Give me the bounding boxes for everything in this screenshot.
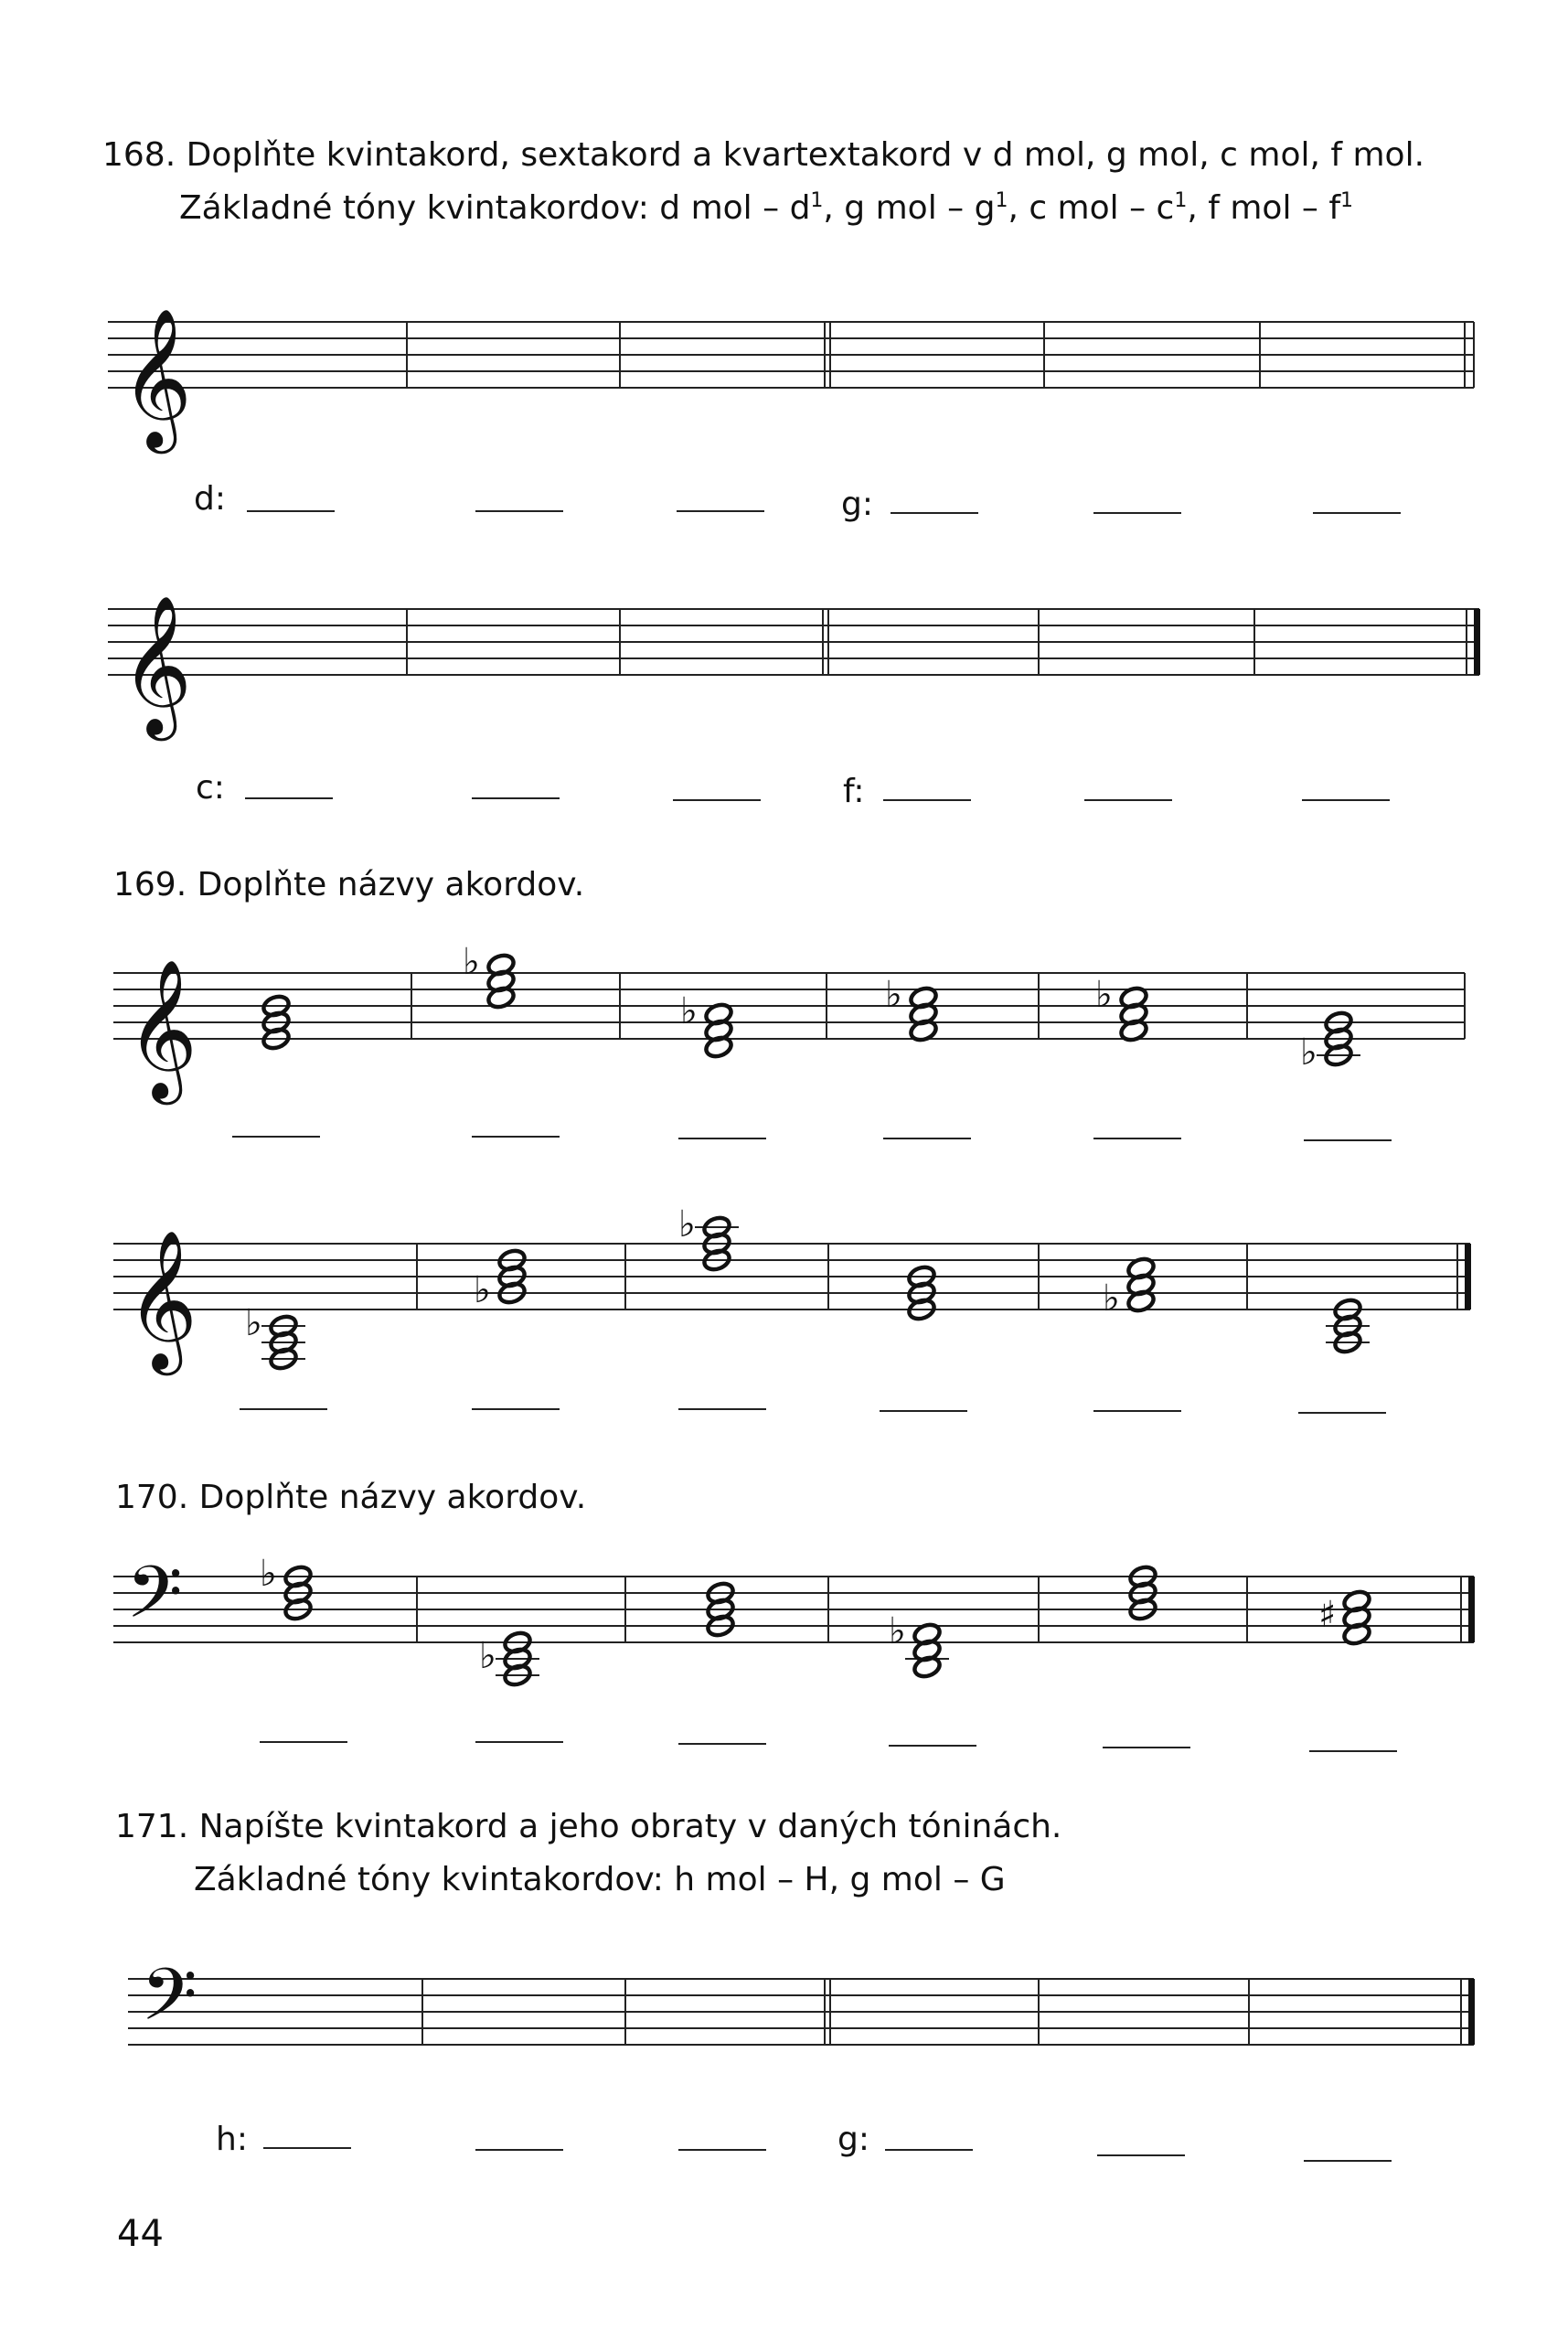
chord: [1326, 1297, 1370, 1354]
treble-clef-icon: 𝄞: [126, 958, 198, 1099]
treble-clef-icon: 𝄞: [121, 594, 193, 735]
flat-icon: ♭: [474, 1269, 491, 1311]
flat-icon: ♭: [463, 941, 480, 983]
staff: [108, 322, 1474, 388]
exercise-169-title: 169. Doplňte názvy akordov.: [113, 866, 585, 903]
exercise-168-subtitle: Základné tóny kvintakordov: d mol – $d^1$, g mol – $g^1$, c mol – $c^1$, f mol – $f^1$: [179, 189, 1354, 227]
flat-icon: ♭: [245, 1302, 262, 1344]
exercise-168-title: 168. Doplňte kvintakord, sextakord a kvartextakord v d mol, g mol, c mol, f mol.: [102, 136, 1425, 174]
chord: [1318, 1588, 1371, 1646]
final-barline: [1468, 1577, 1475, 1642]
final-barline: [1474, 609, 1480, 675]
chord: [680, 990, 733, 1060]
key-label-f: f:: [843, 773, 865, 810]
flat-icon: ♭: [1095, 974, 1113, 1016]
staff: [128, 1979, 1475, 2045]
flat-icon: ♭: [678, 1203, 696, 1245]
chord: [463, 941, 516, 1010]
chord: [474, 1247, 527, 1311]
chord: [885, 974, 938, 1043]
staff: [113, 1577, 1475, 1642]
exercise-170-title: 170. Doplňte názvy akordov.: [115, 1479, 587, 1516]
flat-icon: ♭: [260, 1553, 277, 1595]
key-label-d: d:: [194, 480, 226, 518]
key-label-h: h:: [216, 2121, 248, 2158]
exercise-171-title: 171. Napíšte kvintakord a jeho obraty v daných tóninách.: [115, 1808, 1062, 1845]
chord: [678, 1203, 739, 1273]
flat-icon: ♭: [1300, 1032, 1317, 1074]
flat-icon: ♭: [1103, 1277, 1120, 1320]
treble-clef-icon: 𝄞: [126, 1229, 198, 1370]
page-number: 44: [117, 2213, 164, 2255]
flat-icon: ♭: [889, 1610, 906, 1652]
flat-icon: ♭: [885, 974, 902, 1016]
staff: [113, 973, 1465, 1039]
chord: [260, 1553, 313, 1622]
chord: [889, 1610, 949, 1680]
key-label-c: c:: [196, 769, 225, 807]
staff: [108, 609, 1480, 675]
final-barline: [1465, 1244, 1471, 1309]
chord: [479, 1630, 539, 1687]
chord: [1300, 1010, 1360, 1074]
bass-clef-icon: 𝄢: [126, 1550, 183, 1652]
staff: [113, 1244, 1471, 1309]
chord: [245, 1302, 305, 1372]
key-label-g: g:: [841, 486, 873, 523]
bass-clef-icon: 𝄢: [141, 1952, 197, 2055]
key-label-g-171: g:: [837, 2121, 869, 2158]
flat-icon: ♭: [479, 1635, 496, 1677]
final-barline: [1468, 1979, 1475, 2045]
treble-clef-icon: 𝄞: [121, 307, 193, 448]
sharp-icon: ♯: [1318, 1594, 1337, 1636]
exercise-171-subtitle: Základné tóny kvintakordov: h mol – H, g mol – G: [194, 1861, 1006, 1898]
chord: [1095, 974, 1148, 1043]
flat-icon: ♭: [680, 990, 698, 1032]
